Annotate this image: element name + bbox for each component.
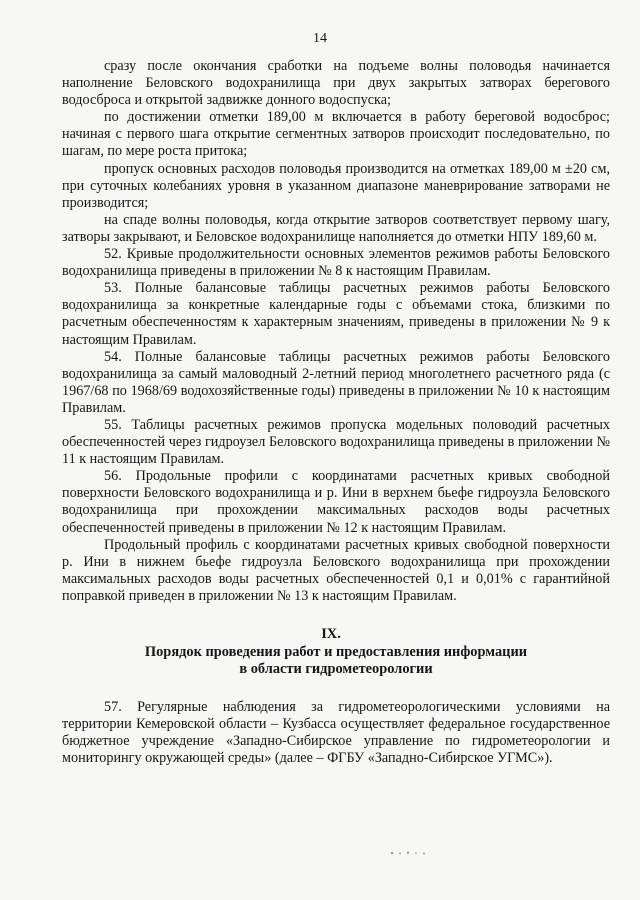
page-number: 14 xyxy=(313,31,327,46)
paragraph-55: 55. Таблицы расчетных режимов пропуска модельных половодий расчетных обеспеченностей через гидроузел Беловского водохранилища приведены в приложении № 11 к настоящим Правилам. xyxy=(62,416,610,468)
document-body xyxy=(62,58,610,767)
paragraph: Продольный профиль с координатами расчетных кривых свободной поверхности р. Ини в нижнем бьефе гидроузла Беловского водохранилища при прохождении максимальных расходов воды расчетных обеспеченностей 0,1 и 0,01% с гарантийной поправкой приведен в приложении № 13 к настоящим Правилам. xyxy=(62,536,610,604)
section-heading xyxy=(62,626,610,679)
section-title-line2: в области гидрометеорологии xyxy=(239,661,433,677)
section-title-line1 xyxy=(62,626,610,661)
paragraph-57: 57. Регулярные наблюдения за гидрометеорологическими условиями на территории Кемеровской области – Кузбасса осуществляет федеральное государственное бюджетное учреждение «Западно-Сибирское управление по гидрометеорологии и мониторингу окружающей среды» (далее – ФГБУ «Западно-Сибирское УГМС»). xyxy=(62,698,610,766)
paragraph-54: 54. Полные балансовые таблицы расчетных режимов работы Беловского водохранилища за самый маловодный 2-летний период многолетнего расчетного ряда (с 1967/68 по 1968/69 водохозяйственные годы) приведены в приложении № 10 к настоящим Правилам. xyxy=(62,348,610,416)
section-number: IX. xyxy=(321,626,341,642)
paragraph-53: 53. Полные балансовые таблицы расчетных режимов работы Беловского водохранилища за конкретные календарные годы с объемами стока, близкими по расчетным обеспеченностям к характерным значениям, приведены в приложении № 9 к настоящим Правилам. xyxy=(62,280,610,348)
paragraph: на спаде волны половодья, когда открытие затворов соответствует первому шагу, затворы закрывают, и Беловское водохранилище наполняется до отметки НПУ 189,60 м. xyxy=(62,211,610,245)
paragraph: пропуск основных расходов половодья производится на отметках 189,00 м ±20 см, при суточных колебаниях уровня в указанном диапазоне маневрирование затворами не производится; xyxy=(62,160,610,211)
paragraph-52: 52. Кривые продолжительности основных элементов режимов работы Беловского водохранилища приведены в приложении № 8 к настоящим Правилам. xyxy=(62,246,610,280)
paragraph: по достижении отметки 189,00 м включается в работу береговой водосброс; начиная с первого шага открытие сегментных затворов происходит последовательно, по шагам, по мере роста притока; xyxy=(62,109,610,160)
section-title-text: Порядок проведения работ и предоставления информации xyxy=(144,643,528,660)
paragraph-56: 56. Продольные профили с координатами расчетных кривых свободной поверхности Беловского водохранилища и р. Ини в верхнем бьефе гидроузла Беловского водохранилища при прохождении максимальных расходов воды расчетных обеспеченностей приведены в приложении № 12 к настоящим Правилам. xyxy=(62,468,610,536)
scan-artifact-dots xyxy=(389,850,429,856)
paragraph: сразу после окончания сработки на подъеме волны половодья начинается наполнение Беловского водохранилища при двух закрытых затворах берегового водосброса и открытой задвижке донного водоспуска; xyxy=(62,58,610,109)
